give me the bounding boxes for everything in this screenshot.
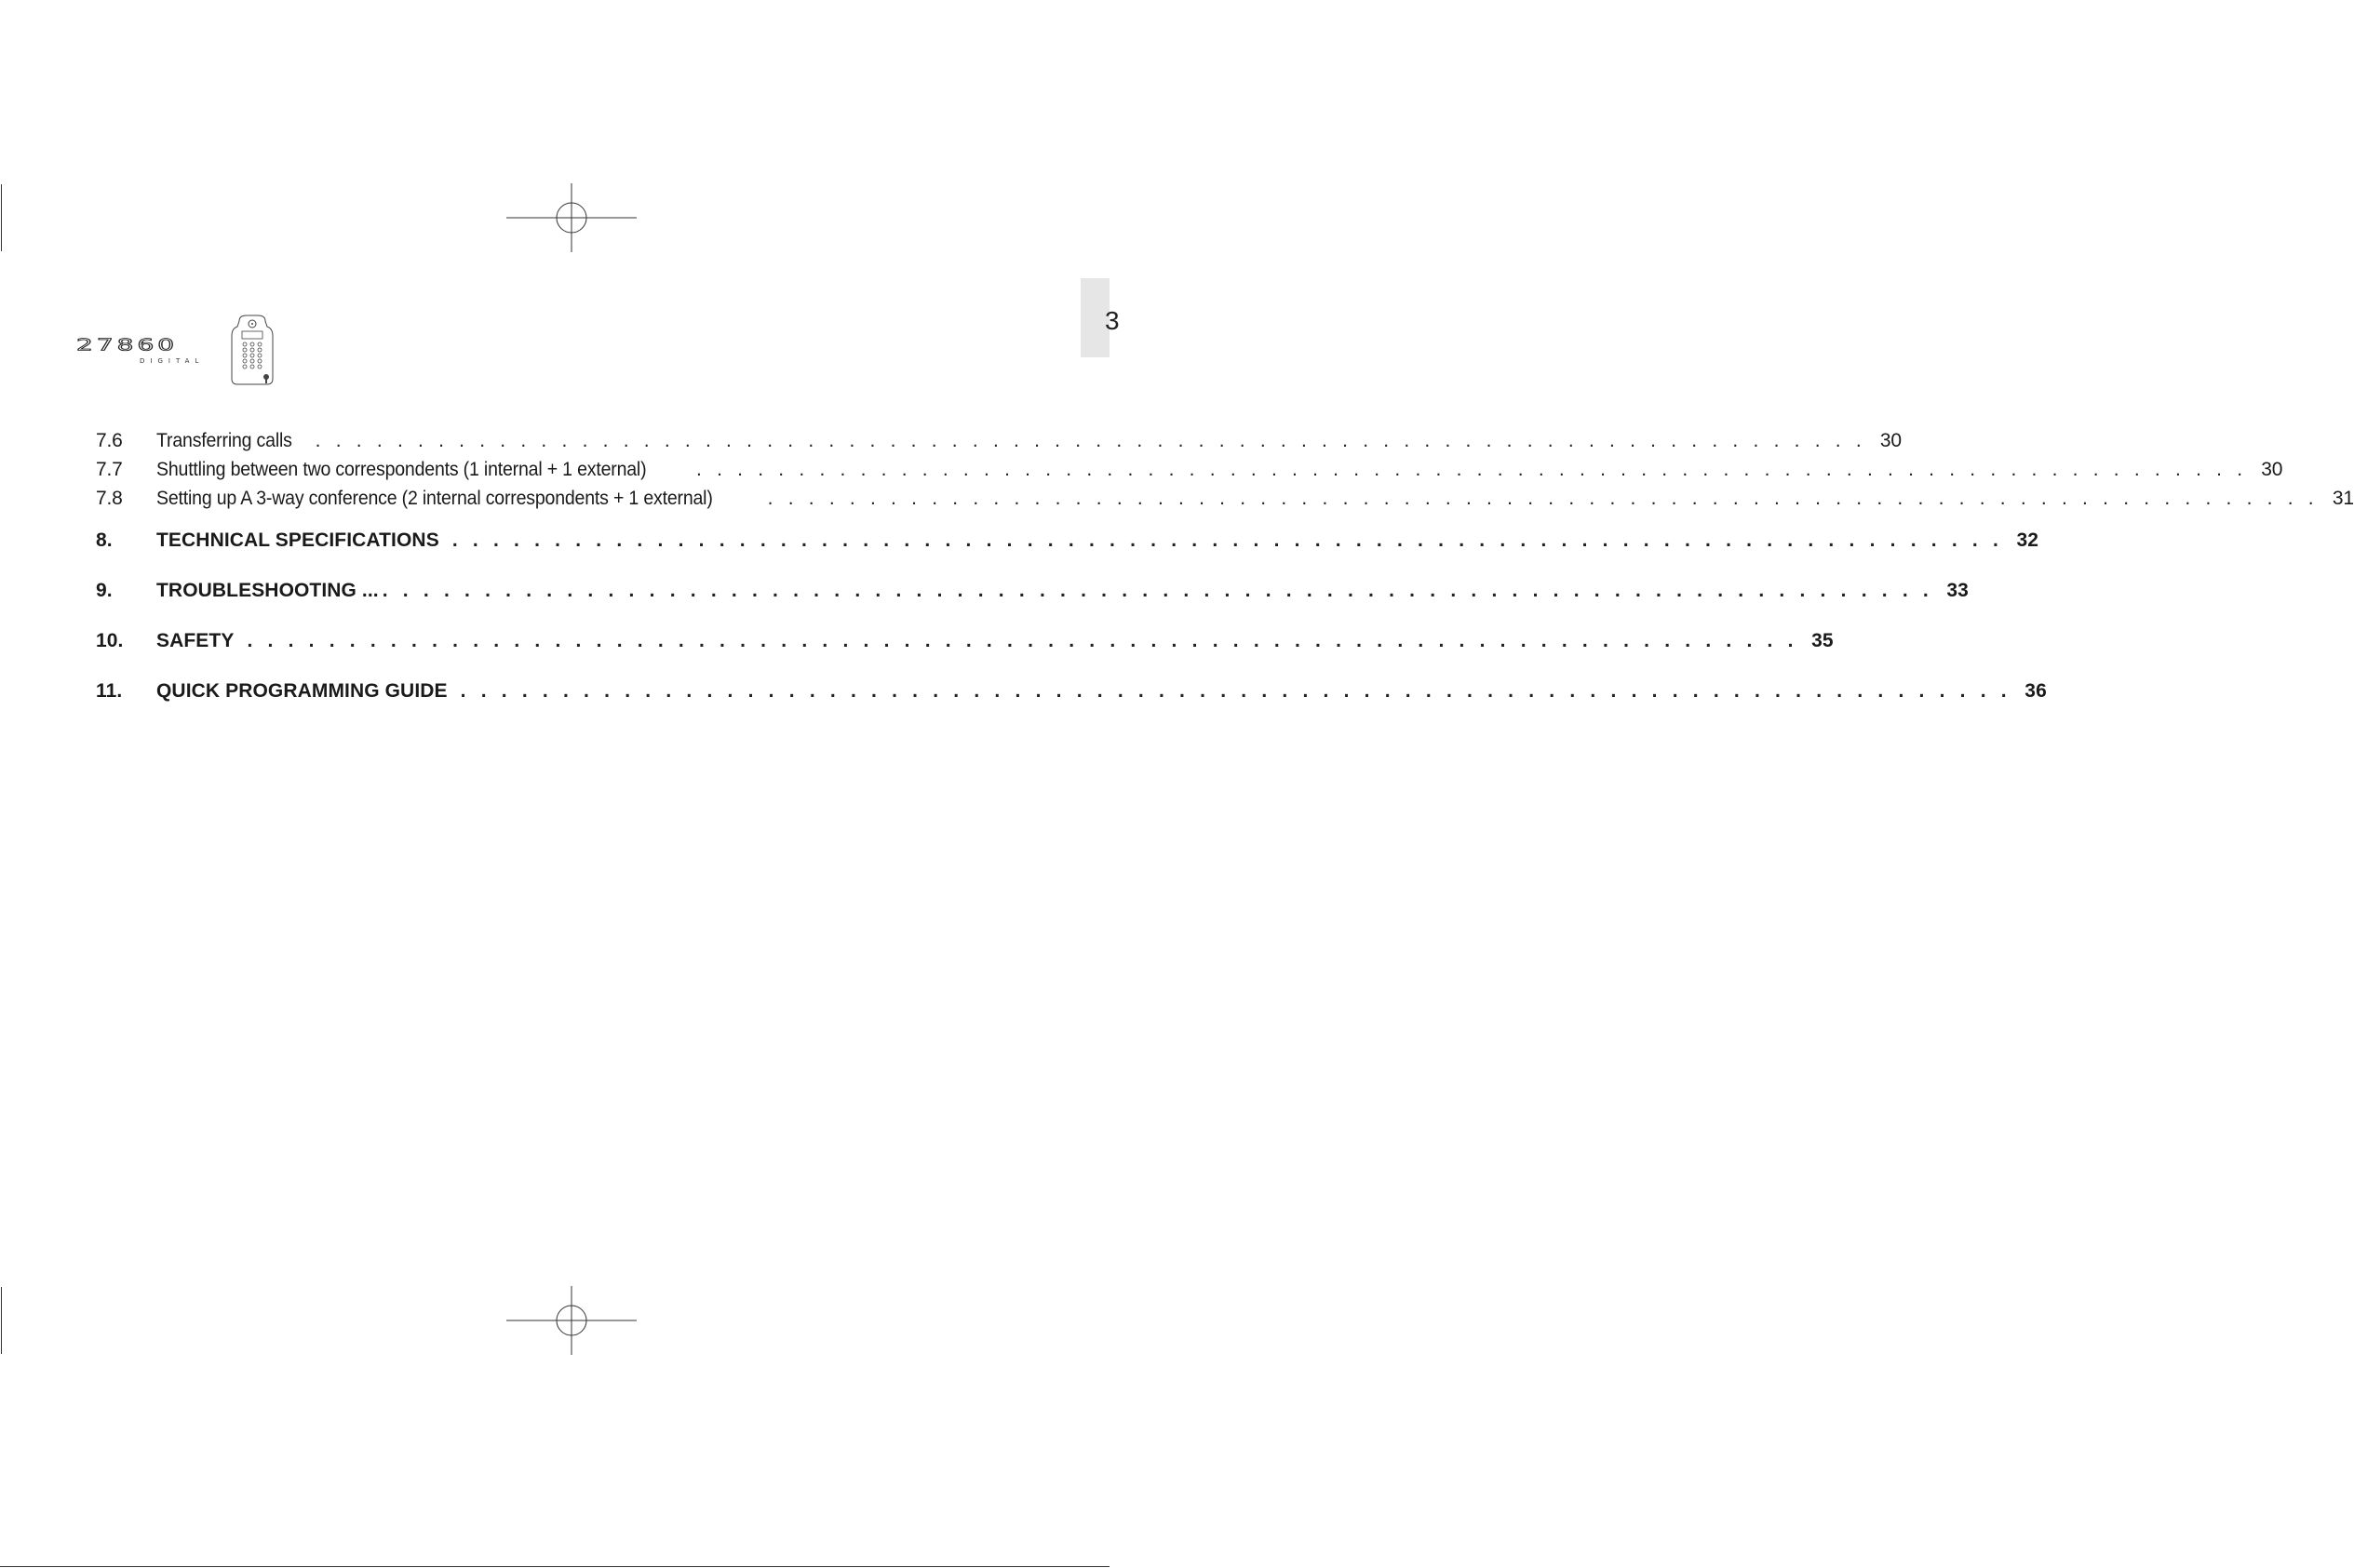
toc-section-number: 10.	[96, 630, 124, 651]
toc-entry-page: 30	[2261, 459, 2283, 480]
toc-section-page: 33	[1946, 580, 1969, 601]
toc-section-number: 11.	[96, 680, 123, 702]
toc-section-title: TROUBLESHOOTING ...	[156, 580, 379, 601]
page-number: 3	[1105, 306, 1120, 335]
toc-entry-title: Transferring calls	[156, 430, 292, 451]
registration-mark-top	[506, 183, 637, 252]
registration-mark-bottom	[506, 1286, 637, 1355]
dot-leader: . . . . . . . . . . . . . . . . . . . . . . . . . . . . . . . . . . . . . . . . . . . . . . . . . . . . . . . . . . . . . . . . . . . . . . . . . . . .	[382, 580, 1933, 601]
toc-section-page: 35	[1811, 630, 1834, 651]
toc-entry-title: Shuttling between two correspondents (1 internal + 1 external)	[156, 459, 647, 480]
toc-section-title: QUICK PROGRAMMING GUIDE	[156, 680, 448, 702]
crop-mark-left-top	[1, 184, 2, 251]
dot-leader: . . . . . . . . . . . . . . . . . . . . . . . . . . . . . . . . . . . . . . . . . . . . . . . . . . . . . . . . . . . . . . . . . . . . . . . . . . . .	[696, 459, 2248, 480]
handset-illustration	[230, 314, 276, 386]
toc-section-number: 8.	[96, 529, 113, 551]
toc-entry-7-7[interactable]	[96, 455, 2283, 484]
toc-section-page: 36	[2024, 680, 2047, 702]
crop-mark-left-bottom	[1, 1287, 2, 1354]
toc-section-title: TECHNICAL SPECIFICATIONS	[156, 529, 439, 551]
page-number-tab	[1081, 278, 1120, 357]
toc-section-page: 32	[2016, 529, 2039, 551]
logo-model-number: 27860	[76, 335, 179, 355]
toc-entry-number: 7.6	[96, 430, 123, 451]
toc-section-8[interactable]	[96, 516, 2039, 566]
crop-mark-bottom-edge	[0, 1566, 1110, 1567]
dot-leader: . . . . . . . . . . . . . . . . . . . . . . . . . . . . . . . . . . . . . . . . . . . . . . . . . . . . . . . . . . . . . . . . . . . . . . . . . . . .	[315, 430, 1866, 451]
dot-leader: . . . . . . . . . . . . . . . . . . . . . . . . . . . . . . . . . . . . . . . . . . . . . . . . . . . . . . . . . . . . . . . . . . . . . . . . . . . .	[247, 630, 1798, 651]
toc-entry-number: 7.7	[96, 459, 123, 480]
dot-leader: . . . . . . . . . . . . . . . . . . . . . . . . . . . . . . . . . . . . . . . . . . . . . . . . . . . . . . . . . . . . . . . . . . . . . . . . . . . .	[460, 680, 2011, 702]
toc-section-10[interactable]	[96, 616, 1834, 666]
dot-leader: . . . . . . . . . . . . . . . . . . . . . . . . . . . . . . . . . . . . . . . . . . . . . . . . . . . . . . . . . . . . . . . . . . . . . . . . . . . .	[767, 488, 2319, 509]
dot-leader: . . . . . . . . . . . . . . . . . . . . . . . . . . . . . . . . . . . . . . . . . . . . . . . . . . . . . . . . . . . . . . . . . . . . . . . . . . . .	[451, 529, 2004, 551]
toc-entry-number: 7.8	[96, 488, 123, 509]
toc-section-title: SAFETY	[156, 630, 235, 651]
toc-entry-7-8[interactable]	[96, 484, 2354, 513]
logo-subtitle: DIGITAL	[140, 357, 205, 365]
toc-section-number: 9.	[96, 580, 113, 601]
toc-section-11[interactable]	[96, 666, 2047, 717]
toc-entry-page: 30	[1879, 430, 1902, 451]
table-of-contents	[96, 426, 2354, 717]
toc-section-9[interactable]	[96, 566, 1969, 616]
toc-entry-7-6[interactable]	[96, 426, 1902, 455]
toc-entry-page: 31	[2332, 488, 2354, 509]
toc-entry-title: Setting up A 3-way conference (2 internal correspondents + 1 external)	[156, 488, 713, 509]
